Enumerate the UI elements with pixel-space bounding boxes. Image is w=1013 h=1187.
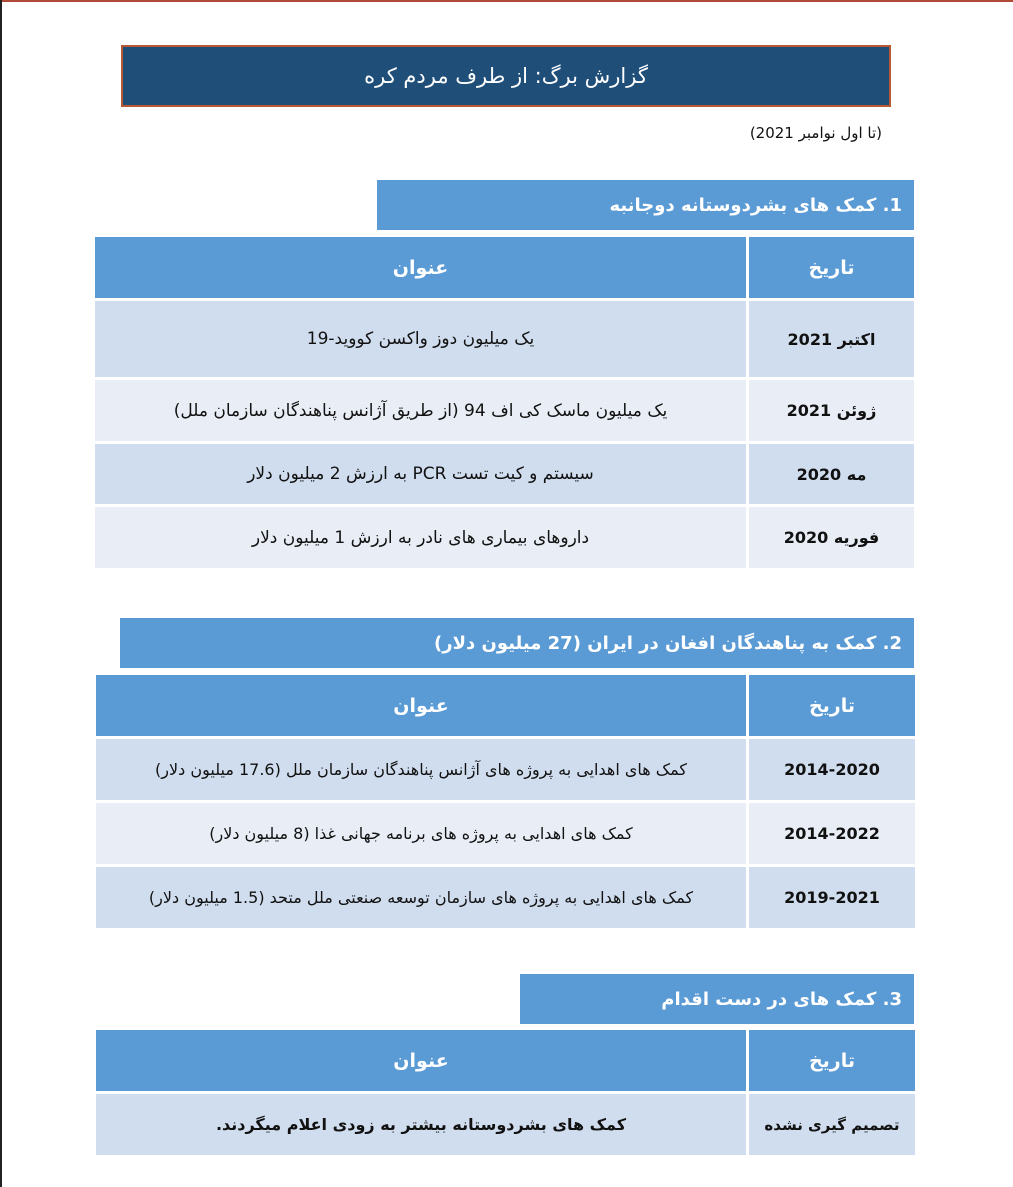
table-row: [95, 444, 914, 504]
column-header-title: عنوان: [96, 675, 749, 736]
table-row: [96, 1094, 915, 1155]
afghan-refugees-table: [96, 672, 915, 931]
bilateral-aid-table: [95, 234, 914, 571]
column-header-date: تاریخ: [749, 237, 914, 298]
table-row: [95, 380, 914, 441]
row-title: سیستم و کیت تست PCR به ارزش 2 میلیون دلار: [95, 444, 749, 504]
top-border-line: [0, 0, 1013, 2]
section-heading-label: 1. کمک های بشردوستانه دوجانبه: [609, 194, 902, 216]
row-date: 2014-2020: [749, 739, 915, 800]
row-date: اکتبر 2021: [749, 301, 914, 377]
date-note: (تا اول نوامبر 2021): [749, 124, 882, 142]
report-title-banner: [121, 45, 891, 107]
column-header-title: عنوان: [96, 1030, 749, 1091]
section-heading-label: 3. کمک های در دست اقدام: [661, 988, 902, 1010]
row-date: مه 2020: [749, 444, 914, 504]
row-title: کمک های اهدایی به پروژه های برنامه جهانی غذا (8 میلیون دلار): [96, 803, 749, 864]
row-title: کمک های بشردوستانه بیشتر به زودی اعلام میگردند.: [96, 1094, 749, 1155]
column-header-date: تاریخ: [749, 1030, 915, 1091]
table-row: [96, 803, 915, 864]
row-date: تصمیم گیری نشده: [749, 1094, 915, 1155]
left-border-line: [0, 0, 2, 1187]
row-title: یک میلیون ماسک کی اف 94 (از طریق آژانس پناهندگان سازمان ملل): [95, 380, 749, 441]
table-header-row: [96, 675, 915, 736]
column-header-date: تاریخ: [749, 675, 915, 736]
report-title: گزارش برگ: از طرف مردم کره: [364, 64, 648, 88]
column-header-title: عنوان: [95, 237, 749, 298]
section-heading-pending-aid: [520, 974, 914, 1024]
table-row: [95, 301, 914, 377]
row-title: یک میلیون دوز واکسن کووید-19: [95, 301, 749, 377]
section-heading-label: 2. کمک به پناهندگان افغان در ایران (27 میلیون دلار): [434, 632, 902, 654]
section-heading-afghan-refugees: [120, 618, 914, 668]
row-date: 2014-2022: [749, 803, 915, 864]
pending-aid-table: [96, 1027, 915, 1158]
table-row: [95, 507, 914, 568]
section-heading-bilateral-aid: [377, 180, 914, 230]
row-title: کمک های اهدایی به پروژه های سازمان توسعه صنعتی ملل متحد (1.5 میلیون دلار): [96, 867, 749, 928]
table-header-row: [96, 1030, 915, 1091]
table-row: [96, 739, 915, 800]
row-title: کمک های اهدایی به پروژه های آژانس پناهندگان سازمان ملل (17.6 میلیون دلار): [96, 739, 749, 800]
row-title: داروهای بیماری های نادر به ارزش 1 میلیون دلار: [95, 507, 749, 568]
row-date: فوریه 2020: [749, 507, 914, 568]
table-header-row: [95, 237, 914, 298]
row-date: 2019-2021: [749, 867, 915, 928]
table-row: [96, 867, 915, 928]
row-date: ژوئن 2021: [749, 380, 914, 441]
